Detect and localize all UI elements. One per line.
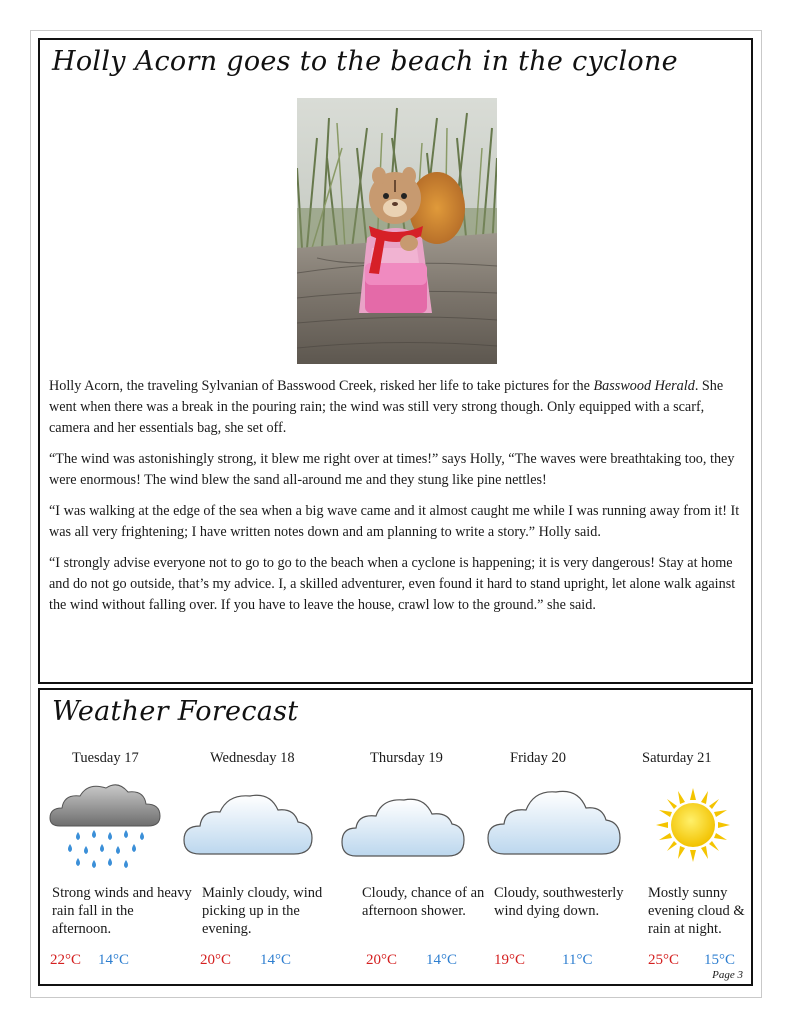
high-temp: 20°C [366,952,398,968]
paragraph-text: Holly Acorn, the traveling Sylvanian of Basswood Creek, risked her life to take pictures for the [49,378,594,394]
article-title: Holly Acorn goes to the beach in the cyclone [52,46,678,77]
article-paragraph-4: “I strongly advise everyone not to go to go to the beach when a cyclone is happening; it is very dangerous! Stay at home and do not go outside, that’s my advice. I, a skilled adventurer, even found it hard to stand upright, let alone walk against the wind without falling over. If you have to leave the house, crawl low to the ground.” she said. [49,555,736,613]
high-temp: 20°C [200,952,232,968]
page-number: Page 3 [712,969,743,981]
low-temp: 14°C [426,952,458,968]
article-photo [297,98,497,364]
forecast-description: Cloudy, chance of an afternoon shower. [362,885,485,919]
paragraph-text: . She went when there was a break in the pouring rain; the wind was still very strong though. Only equipped with a scarf, camera and her essentials bag, she set off. [49,378,724,436]
cloud-icon [182,790,314,867]
cloud-icon [486,786,622,867]
day-name: Friday 20 [510,750,566,766]
article-body [49,376,745,626]
weather-section [38,688,753,986]
low-temp: 14°C [260,952,292,968]
article-paragraph-2: “The wind was astonishingly strong, it blew me right over at times!” says Holly, “The waves were breathtaking too, they were enormous! The wind blew the sand all-around me and they stung like pine nettles! [49,451,735,488]
high-temp: 25°C [648,952,680,968]
day-name: Tuesday 17 [72,750,139,766]
low-temp: 15°C [704,952,736,968]
forecast-description: Mainly cloudy, wind picking up in the evening. [202,885,323,937]
newspaper-name: Basswood Herald [593,378,695,394]
rain-cloud-icon [48,782,164,877]
weather-title: Weather Forecast [52,696,299,727]
high-temp: 22°C [50,952,82,968]
article-paragraph-3: “I was walking at the edge of the sea when a big wave came and it almost caught me while I was running away from it! It was all very frightening; I have written notes down and am planning to write a story.” Holly said. [49,503,740,540]
high-temp: 19°C [494,952,526,968]
article-paragraph-1 [49,376,745,439]
cloud-icon [340,794,466,867]
forecast-description: Cloudy, southwesterly wind dying down. [494,885,624,919]
forecast-description: Mostly sunny evening cloud & rain at night. [648,885,745,937]
low-temp: 14°C [98,952,130,968]
forecast-description: Strong winds and heavy rain fall in the afternoon. [52,885,192,937]
day-name: Wednesday 18 [210,750,295,766]
day-name: Saturday 21 [642,750,712,766]
low-temp: 11°C [562,952,593,968]
sun-icon [656,788,730,867]
article-section [38,38,753,684]
day-name: Thursday 19 [370,750,443,766]
